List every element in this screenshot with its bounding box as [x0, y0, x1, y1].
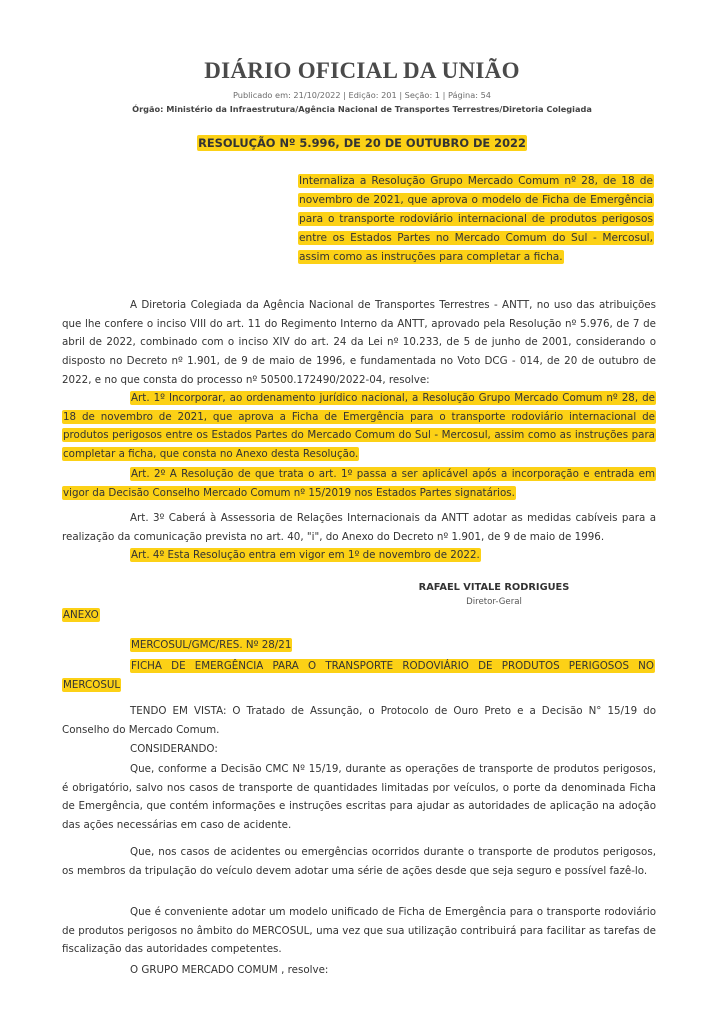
- tendo-em-vista-paragraph: [62, 702, 656, 739]
- considerando-text: CONSIDERANDO:: [130, 743, 218, 755]
- considerando-heading: [62, 740, 656, 759]
- signatory-role: Diretor-Geral: [466, 597, 522, 607]
- preamble-paragraph: [62, 296, 656, 390]
- resolution-summary: [298, 172, 654, 267]
- resolution-title-text: RESOLUÇÃO Nº 5.996, DE 20 DE OUTUBRO DE 2022: [198, 136, 526, 150]
- annex-label-text: ANEXO: [63, 609, 99, 621]
- preamble-text: A Diretoria Colegiada da Agência Nacional de Transportes Terrestres - ANTT, no uso das atribuições que lhe confere o inciso VIII do art. 11 do Regimento Interno da ANTT, aprovado pela Resolução nº 5.976, de 7 de abril de 2022, combinado com o inciso XIV do art. 24 da Lei nº 10.233, de 5 de junho de 2001, considerando o disposto no Decreto nº 1.901, de 9 de maio de 1996, e fundamentada no Voto DCG - 014, de 20 de outubro de 2022, e no que consta do processo nº 50500.172490/2022-04, resolve:: [62, 299, 656, 386]
- whereas-paragraph-1: [62, 760, 656, 835]
- signatory-name: RAFAEL VITALE RODRIGUES: [418, 582, 570, 593]
- newspaper-title: DIÁRIO OFICIAL DA UNIÃO: [204, 58, 520, 83]
- annex-label: [62, 606, 656, 625]
- resolution-summary-text: Internaliza a Resolução Grupo Mercado Comum nº 28, de 18 de novembro de 2021, que aprova o modelo de Ficha de Emergência para o transporte rodoviário internacional de produtos perigosos entre os Estados Partes no Mercado Comum do Sul - Mercosul, assim como as instruções para completar a ficha.: [299, 175, 653, 263]
- article-2-text: Art. 2º A Resolução de que trata o art. 1º passa a ser aplicável após a incorporação e entrada em vigor da Decisão Conselho Mercado Comum nº 15/2019 nos Estados Partes signatários.: [63, 468, 655, 499]
- article-1: [62, 389, 656, 464]
- resolve-text: O GRUPO MERCADO COMUM , resolve:: [130, 964, 329, 976]
- resolve-paragraph: [62, 961, 656, 980]
- whereas-paragraph-3: [62, 903, 656, 959]
- whereas-paragraph-2: [62, 843, 656, 880]
- whereas-1-text: Que, conforme a Decisão CMC Nº 15/19, durante as operações de transporte de produtos perigosos, é obrigatório, salvo nos casos de transporte de quantidades limitadas por veículos, o porte da denominada Ficha de Emergência, que contém informações e instruções escritas para ajudar as autoridades de aplicação na adoção das ações necessárias em caso de acidente.: [62, 763, 656, 832]
- issuing-organ: Órgão: Ministério da Infraestrutura/Agência Nacional de Transportes Terrestres/Diretoria Colegiada: [132, 104, 592, 114]
- resolution-title: [0, 136, 724, 150]
- whereas-2-text: Que, nos casos de acidentes ou emergências ocorridos durante o transporte de produtos perigosos, os membros da tripulação do veículo devem adotar uma série de ações desde que seja seguro e possível fazê-lo.: [62, 846, 656, 877]
- article-1-text: Art. 1º Incorporar, ao ordenamento jurídico nacional, a Resolução Grupo Mercado Comum nº 28, de 18 de novembro de 2021, que aprova a Ficha de Emergência para o transporte rodoviário internacional de produtos perigosos entre os Estados Partes do Mercado Comum do Sul - Mercosul, assim como as instruções para completar a ficha, que consta no Anexo desta Resolução.: [63, 392, 655, 461]
- article-3-text: Art. 3º Caberá à Assessoria de Relações Internacionais da ANTT adotar as medidas cabíveis para a realização da comunicação prevista no art. 40, "i", do Anexo do Decreto nº 1.901, de 9 de maio de 1996.: [62, 512, 656, 543]
- annex-reference: [62, 636, 656, 655]
- tendo-em-vista-text: TENDO EM VISTA: O Tratado de Assunção, o Protocolo de Ouro Preto e a Decisão N° 15/19 do Conselho do Mercado Comum.: [62, 705, 656, 736]
- annex-title-text: FICHA DE EMERGÊNCIA PARA O TRANSPORTE RODOVIÁRIO DE PRODUTOS PERIGOSOS NO MERCOSUL: [63, 660, 654, 691]
- annex-title: [62, 657, 656, 694]
- publication-info: Publicado em: 21/10/2022 | Edição: 201 | Seção: 1 | Página: 54: [232, 90, 492, 100]
- article-4: [62, 546, 656, 565]
- annex-reference-text: MERCOSUL/GMC/RES. Nº 28/21: [131, 639, 292, 651]
- article-3: [62, 509, 656, 546]
- article-4-text: Art. 4º Esta Resolução entra em vigor em 1º de novembro de 2022.: [131, 549, 480, 561]
- whereas-3-text: Que é conveniente adotar um modelo unificado de Ficha de Emergência para o transporte rodoviário de produtos perigosos no âmbito do MERCOSUL, uma vez que sua utilização contribuirá para facilitar as tarefas de fiscalização das autoridades competentes.: [62, 906, 656, 956]
- article-2: [62, 465, 656, 502]
